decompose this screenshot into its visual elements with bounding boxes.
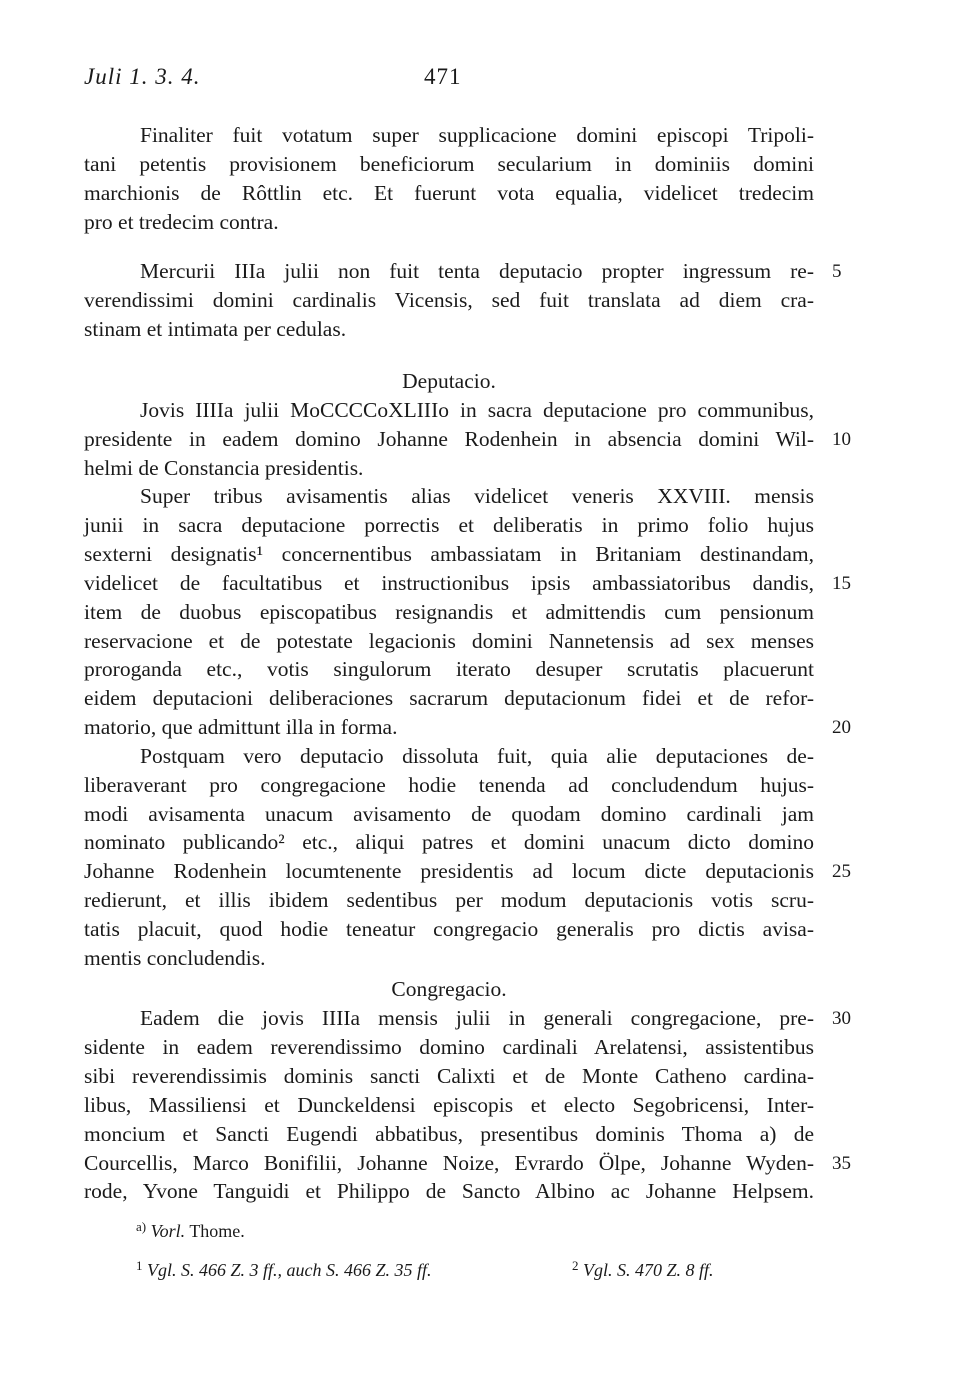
line-number: 15 <box>832 573 851 594</box>
line-number: 5 <box>832 261 842 282</box>
section-heading: Deputacio. <box>402 369 496 393</box>
text-line: libus, Massiliensi et Dunckeldensi episcopis et electo Segobricensi, Inter- <box>84 1093 814 1117</box>
line-number: 10 <box>832 429 851 450</box>
text-line: pro et tredecim contra. <box>84 210 279 234</box>
text-line: videlicet de facultatibus et instructionibus ipsis ambassiatoribus dandis, <box>84 571 814 595</box>
text-line: sexterni designatis¹ concernentibus ambassiatam in Britaniam destinandam, <box>84 542 814 566</box>
text-line: helmi de Constancia presidentis. <box>84 456 364 480</box>
text-line: matorio, que admittunt illa in forma. <box>84 715 398 739</box>
text-line: eidem deputacioni deliberaciones sacrarum deputacionum fidei et de refor- <box>84 686 814 710</box>
text-line: nominato publicando² etc., aliqui patres et domini unacum dicto domino <box>84 830 814 854</box>
text-line: stinam et intimata per cedulas. <box>84 317 347 341</box>
text-line: verendissimi domini cardinalis Vicensis, sed fuit translata ad diem cra- <box>84 288 814 312</box>
text-line: Johanne Rodenhein locumtenente presidentis ad locum dicte deputacionis <box>84 859 814 883</box>
footnote-a <box>136 1219 245 1243</box>
text-line: modi avisamenta unacum avisamento de quodam domino cardinali jam <box>84 802 814 826</box>
footnote-1-mark: 1 <box>136 1258 143 1273</box>
text-line: moncium et Sancti Eugendi abbatibus, presentibus dominis Thoma a) de <box>84 1122 814 1146</box>
text-line: item de duobus episcopatibus resignandis et admittendis cum pensionum <box>84 600 814 624</box>
text-line: sibi reverendissimis dominis sancti Calixti et de Monte Catheno cardina- <box>84 1064 814 1088</box>
footnote-2 <box>572 1258 714 1282</box>
text-line: junii in sacra deputacione porrectis et deliberatis in primo folio hujus <box>84 513 814 537</box>
footnote-a-text: Thome. <box>189 1221 245 1241</box>
text-line: tani petentis provisionem beneficiorum secularium in dominiis domini <box>84 152 814 176</box>
text-line: Mercurii IIIa julii non fuit tenta deputacio propter ingressum re- <box>140 259 814 283</box>
text-line: Eadem die jovis IIIIa mensis julii in generali congregacione, pre- <box>140 1006 814 1030</box>
footnote-1-text: Vgl. S. 466 Z. 3 ff., auch S. 466 Z. 35 ff. <box>147 1260 432 1280</box>
text-line: Jovis IIIIa julii MoCCCCoXLIIIo in sacra deputacione pro communibus, <box>140 398 814 422</box>
running-head: Juli 1. 3. 4. <box>84 64 201 89</box>
text-line: Finaliter fuit votatum super supplicacione domini episcopi Tripoli- <box>140 123 814 147</box>
text-line: tatis placuit, quod hodie teneatur congregacio generalis pro dictis avisa- <box>84 917 814 941</box>
line-number: 20 <box>832 717 851 738</box>
footnote-2-mark: 2 <box>572 1258 579 1273</box>
text-line: marchionis de Rôttlin etc. Et fuerunt vota equalia, videlicet tredecim <box>84 181 814 205</box>
footnote-1 <box>136 1258 432 1282</box>
line-number: 35 <box>832 1153 851 1174</box>
line-number: 30 <box>832 1008 851 1029</box>
page-number: 471 <box>424 64 462 89</box>
text-line: proroganda etc., votis singulorum iterato desuper scrutatis placuerunt <box>84 657 814 681</box>
page-header <box>84 64 824 96</box>
text-line: Postquam vero deputacio dissoluta fuit, quia alie deputaciones de- <box>140 744 814 768</box>
text-line: rode, Yvone Tanguidi et Philippo de Sancto Albino ac Johanne Helpsem. <box>84 1179 814 1203</box>
text-line: liberaverant pro congregacione hodie tenenda ad concludendum hujus- <box>84 773 814 797</box>
text-line: redierunt, et illis ibidem sedentibus per modum deputacionis votis scru- <box>84 888 814 912</box>
text-line: sidente in eadem reverendissimo domino cardinali Arelatensi, assistentibus <box>84 1035 814 1059</box>
footnote-2-text: Vgl. S. 470 Z. 8 ff. <box>583 1260 714 1280</box>
text-line: presidente in eadem domino Johanne Rodenhein in absencia domini Wil- <box>84 427 814 451</box>
text-line: reservacione et de potestate legacionis domini Nannetensis ad sex menses <box>84 629 814 653</box>
footnote-a-italic: Vorl. <box>150 1221 186 1241</box>
footnote-a-mark: a) <box>136 1219 147 1234</box>
section-heading: Congregacio. <box>391 977 507 1001</box>
text-line: Courcellis, Marco Bonifilii, Johanne Noize, Evrardo Ölpe, Johanne Wyden- <box>84 1151 814 1175</box>
text-line: Super tribus avisamentis alias videlicet veneris XXVIII. mensis <box>140 484 814 508</box>
text-line: mentis concludendis. <box>84 946 266 970</box>
line-number: 25 <box>832 861 851 882</box>
